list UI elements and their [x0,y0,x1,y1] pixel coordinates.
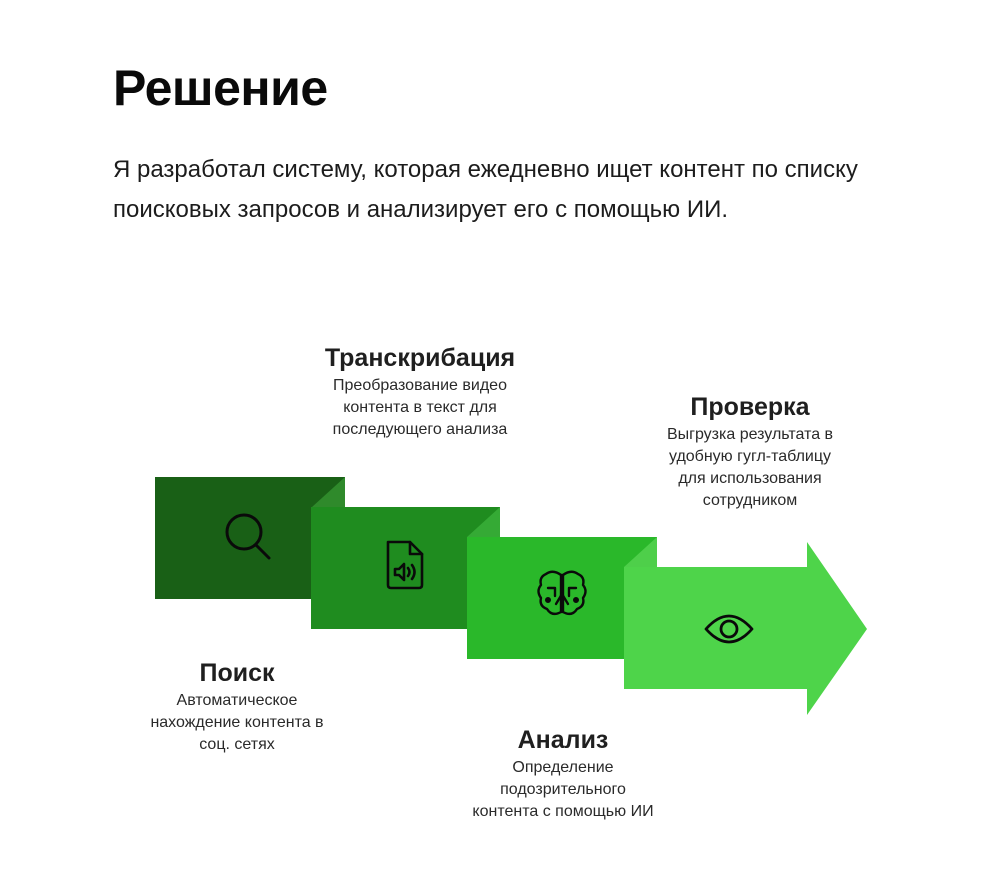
step-check-title: Проверка [690,393,810,421]
step-analysis-description: Определение подозрительного контента с помощью ИИ [472,759,654,820]
page-title: Решение [113,60,328,116]
step-transcription-title: Транскрибация [324,344,516,372]
step-check-arrow [624,542,867,715]
step-check-label [630,392,870,512]
step-search-title: Поиск [199,659,275,687]
step-transcription-label [300,343,540,441]
step-analysis-title: Анализ [517,726,609,754]
intro-text: Я разработал систему, которая ежедневно ищет контент по списку поисковых запросов и анализирует его с помощью ИИ. [113,156,858,223]
step-search-description: Автоматическое нахождение контента в соц. сетях [150,692,324,753]
step-search-label [117,658,357,756]
step-analysis-label [443,725,683,823]
step-transcription-description: Преобразование видео контента в текст для последующего анализа [332,377,508,438]
step-check-description: Выгрузка результата в удобную гугл-таблицу для использования сотрудником [666,426,834,509]
